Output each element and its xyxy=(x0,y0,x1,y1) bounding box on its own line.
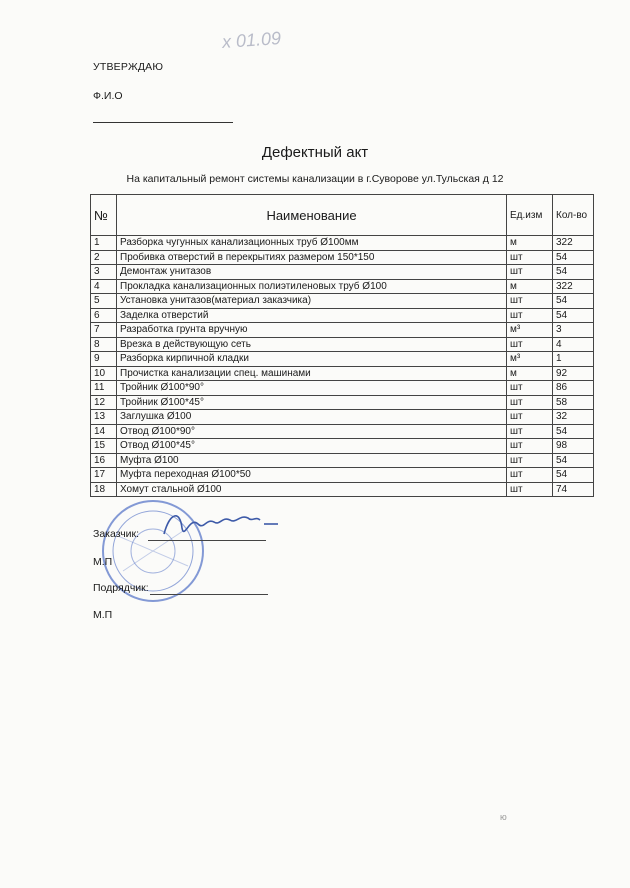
row-qty: 322 xyxy=(553,279,594,294)
row-num: 1 xyxy=(91,236,117,251)
row-unit: шт xyxy=(507,337,553,352)
row-qty: 54 xyxy=(553,424,594,439)
row-name: Отвод Ø100*45° xyxy=(117,439,507,454)
row-qty: 3 xyxy=(553,323,594,338)
row-qty: 54 xyxy=(553,453,594,468)
row-name: Тройник Ø100*45° xyxy=(117,395,507,410)
row-unit: шт xyxy=(507,381,553,396)
row-unit: шт xyxy=(507,308,553,323)
table-body xyxy=(91,236,594,497)
row-name: Разборка чугунных канализационных труб Ø100мм xyxy=(117,236,507,251)
row-name: Заглушка Ø100 xyxy=(117,410,507,425)
table-row xyxy=(91,279,594,294)
row-num: 6 xyxy=(91,308,117,323)
row-unit: шт xyxy=(507,439,553,454)
row-unit: шт xyxy=(507,395,553,410)
table-row xyxy=(91,453,594,468)
contractor-seal-label: М.П xyxy=(93,609,113,621)
row-unit: шт xyxy=(507,294,553,309)
table-row xyxy=(91,337,594,352)
fio-label: Ф.И.О xyxy=(93,90,123,102)
document-title: Дефектный акт xyxy=(261,144,369,161)
row-unit: м xyxy=(507,366,553,381)
row-qty: 1 xyxy=(553,352,594,367)
row-qty: 92 xyxy=(553,366,594,381)
table-row xyxy=(91,352,594,367)
row-qty: 32 xyxy=(553,410,594,425)
table-row xyxy=(91,366,594,381)
row-qty: 74 xyxy=(553,482,594,497)
row-num: 18 xyxy=(91,482,117,497)
row-name: Заделка отверстий xyxy=(117,308,507,323)
row-qty: 54 xyxy=(553,294,594,309)
row-name: Муфта Ø100 xyxy=(117,453,507,468)
row-num: 16 xyxy=(91,453,117,468)
row-unit: шт xyxy=(507,424,553,439)
row-name: Врезка в действующую сеть xyxy=(117,337,507,352)
row-qty: 54 xyxy=(553,265,594,280)
table-row xyxy=(91,323,594,338)
row-name: Разборка кирпичной кладки xyxy=(117,352,507,367)
row-qty: 322 xyxy=(553,236,594,251)
row-num: 3 xyxy=(91,265,117,280)
table-row xyxy=(91,482,594,497)
row-unit: м xyxy=(507,236,553,251)
defect-table xyxy=(90,194,594,497)
customer-label: Заказчик: xyxy=(93,528,140,540)
row-name: Пробивка отверстий в перекрытиях размером 150*150 xyxy=(117,250,507,265)
table-row xyxy=(91,381,594,396)
header-name: Наименование xyxy=(117,195,507,236)
row-name: Прочистка канализации спец. машинами xyxy=(117,366,507,381)
row-num: 13 xyxy=(91,410,117,425)
table-row xyxy=(91,439,594,454)
row-unit: шт xyxy=(507,482,553,497)
row-unit: шт xyxy=(507,453,553,468)
header-qty: Кол-во xyxy=(553,195,594,236)
row-name: Установка унитазов(материал заказчика) xyxy=(117,294,507,309)
row-unit: м³ xyxy=(507,352,553,367)
row-qty: 54 xyxy=(553,308,594,323)
row-unit: м xyxy=(507,279,553,294)
row-num: 10 xyxy=(91,366,117,381)
row-num: 8 xyxy=(91,337,117,352)
row-qty: 86 xyxy=(553,381,594,396)
header-unit: Ед.изм xyxy=(507,195,553,236)
row-unit: шт xyxy=(507,265,553,280)
approval-signature-line xyxy=(93,122,233,123)
row-qty: 4 xyxy=(553,337,594,352)
row-qty: 54 xyxy=(553,468,594,483)
row-name: Отвод Ø100*90° xyxy=(117,424,507,439)
table-row xyxy=(91,410,594,425)
row-num: 12 xyxy=(91,395,117,410)
table-row xyxy=(91,265,594,280)
table-row xyxy=(91,468,594,483)
row-num: 4 xyxy=(91,279,117,294)
row-unit: м³ xyxy=(507,323,553,338)
row-num: 7 xyxy=(91,323,117,338)
customer-signature-line xyxy=(148,540,266,541)
customer-seal-label: М.П xyxy=(93,556,113,568)
row-unit: шт xyxy=(507,468,553,483)
table-row xyxy=(91,250,594,265)
approve-label: УТВЕРЖДАЮ xyxy=(93,61,164,73)
row-num: 2 xyxy=(91,250,117,265)
table-header-row xyxy=(91,195,594,236)
row-num: 11 xyxy=(91,381,117,396)
table-row xyxy=(91,294,594,309)
row-name: Разработка грунта вручную xyxy=(117,323,507,338)
header-num: № xyxy=(91,195,117,236)
footer-mark: ю xyxy=(500,812,507,822)
row-name: Демонтаж унитазов xyxy=(117,265,507,280)
row-unit: шт xyxy=(507,410,553,425)
row-qty: 54 xyxy=(553,250,594,265)
row-qty: 58 xyxy=(553,395,594,410)
table-row xyxy=(91,424,594,439)
table-row xyxy=(91,395,594,410)
row-name: Прокладка канализационных полиэтиленовых труб Ø100 xyxy=(117,279,507,294)
contractor-signature-line xyxy=(150,594,268,595)
row-num: 9 xyxy=(91,352,117,367)
table-row xyxy=(91,308,594,323)
document-subtitle: На капитальный ремонт системы канализации в г.Суворове ул.Тульская д 12 xyxy=(126,173,504,185)
row-name: Хомут стальной Ø100 xyxy=(117,482,507,497)
row-name: Тройник Ø100*90° xyxy=(117,381,507,396)
handwritten-note: x 01.09 xyxy=(221,27,282,53)
row-name: Муфта переходная Ø100*50 xyxy=(117,468,507,483)
row-num: 14 xyxy=(91,424,117,439)
row-num: 5 xyxy=(91,294,117,309)
table-row xyxy=(91,236,594,251)
row-unit: шт xyxy=(507,250,553,265)
row-qty: 98 xyxy=(553,439,594,454)
row-num: 15 xyxy=(91,439,117,454)
row-num: 17 xyxy=(91,468,117,483)
contractor-label: Подрядчик: xyxy=(93,582,149,594)
